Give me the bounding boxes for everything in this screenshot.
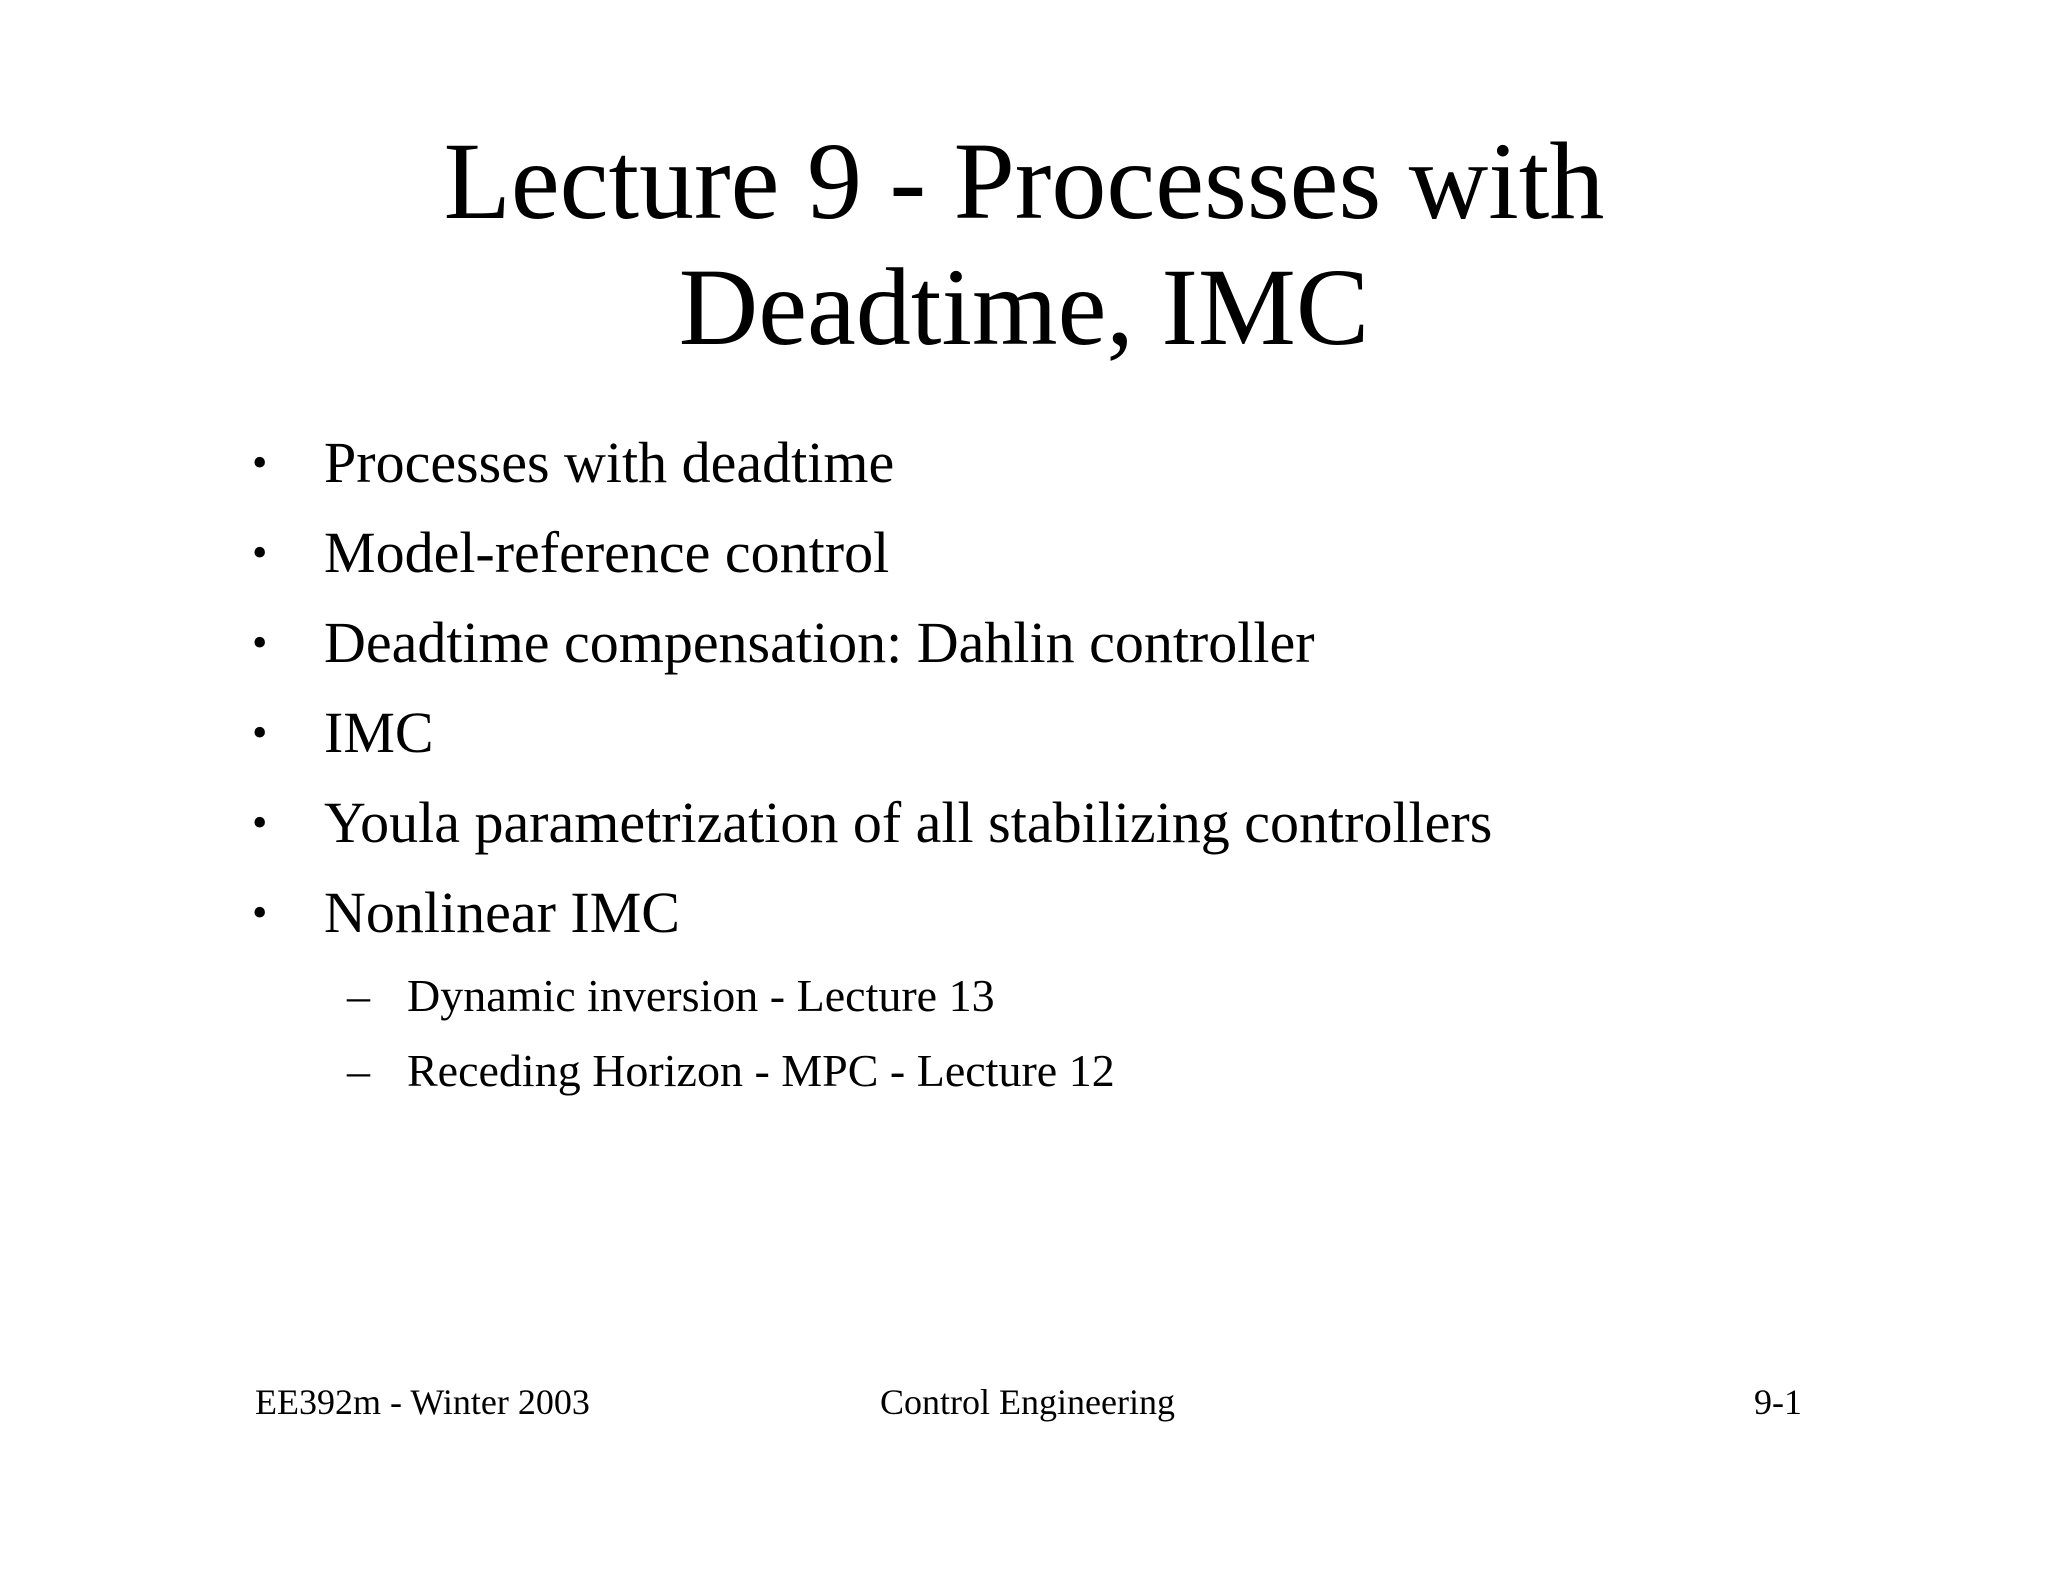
bullet-marker: • <box>252 438 268 487</box>
title-line-2: Deadtime, IMC <box>678 246 1370 368</box>
bullet-text: Model-reference control <box>324 520 890 585</box>
sub-bullet-text: Receding Horizon - MPC - Lecture 12 <box>407 1045 1115 1096</box>
bullet-marker: • <box>252 888 268 937</box>
bullet-marker: • <box>252 528 268 577</box>
bullet-text: IMC <box>324 700 434 765</box>
bullet-item <box>252 418 1852 508</box>
bullet-item <box>252 598 1852 688</box>
bullet-item <box>252 868 1852 958</box>
bullet-item <box>252 508 1852 598</box>
sub-bullet-group <box>252 958 1852 1108</box>
sub-bullet-marker: – <box>347 970 370 1021</box>
slide-title <box>0 118 2048 370</box>
title-line-1: Lecture 9 - Processes with <box>443 120 1605 242</box>
bullet-marker: • <box>252 618 268 667</box>
bullet-marker: • <box>252 708 268 757</box>
bullet-text: Processes with deadtime <box>324 430 895 495</box>
bullet-list <box>252 418 1852 1108</box>
sub-bullet-list <box>252 958 1852 1108</box>
footer-course: EE392m - Winter 2003 <box>255 1382 590 1422</box>
bullet-item <box>252 778 1852 868</box>
footer-subject: Control Engineering <box>880 1382 1175 1422</box>
bullet-marker: • <box>252 798 268 847</box>
bullet-text: Youla parametrization of all stabilizing controllers <box>324 790 1493 855</box>
bullet-text: Deadtime compensation: Dahlin controller <box>324 610 1315 675</box>
bullet-item <box>252 688 1852 778</box>
sub-bullet-text: Dynamic inversion - Lecture 13 <box>407 970 995 1021</box>
sub-bullet-item <box>252 958 1852 1033</box>
footer-page-number: 9-1 <box>1754 1382 1802 1422</box>
bullet-text: Nonlinear IMC <box>324 880 680 945</box>
sub-bullet-item <box>252 1033 1852 1108</box>
sub-bullet-marker: – <box>347 1045 370 1096</box>
